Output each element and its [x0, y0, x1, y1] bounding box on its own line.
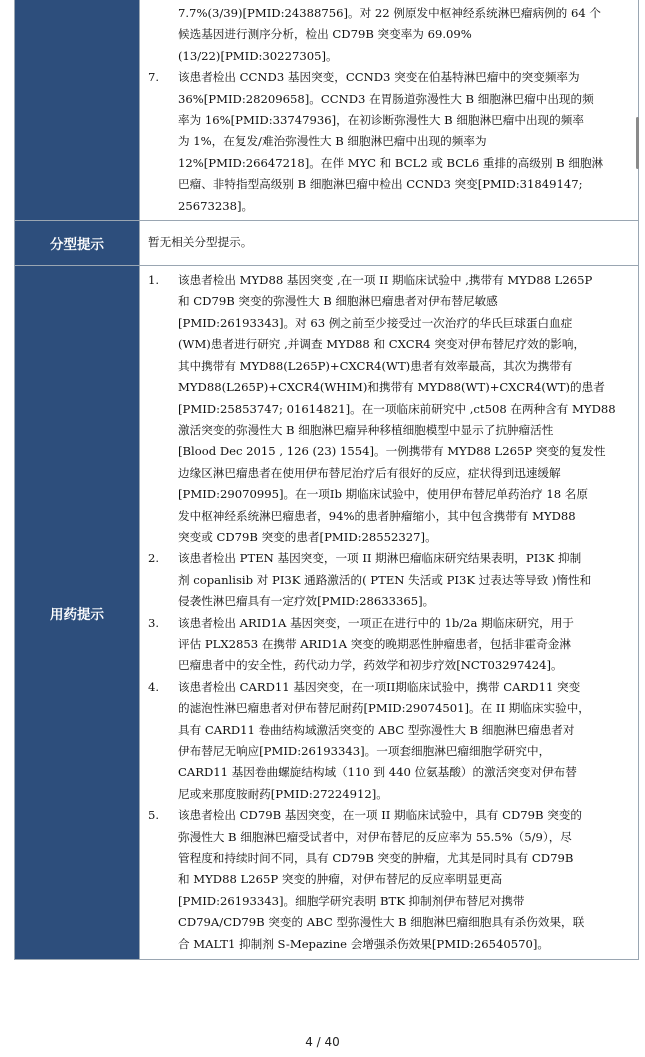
- list-item: [148, 67, 628, 217]
- text-line: 伊布替尼无响应[PMID:26193343]。一项套细胞淋巴瘤细胞学研究中，: [178, 744, 551, 758]
- text-line: 发中枢神经系统淋巴瘤患者，94%的患者肿瘤缩小，其中包含携带有 MYD88: [178, 508, 576, 523]
- list-item: [148, 3, 628, 67]
- text-line: (WM)患者进行研究 ,并调查 MYD88 和 CXCR4 突变对伊布替尼疗效的影响，: [178, 337, 586, 352]
- mutation-interpretation-content: [140, 0, 638, 220]
- report-table: [14, 0, 639, 960]
- text-line: 具有 CARD11 卷曲结构域激活突变的 ABC 型弥漫性大 B 细胞淋巴瘤患者对: [178, 722, 575, 737]
- text-line: 侵袭性淋巴瘤具有一定疗效[PMID:28633365]。: [178, 594, 435, 609]
- text-line: 边缘区淋巴瘤患者在使用伊布替尼治疗后有很好的反应，症状得到迅速缓解: [178, 465, 561, 480]
- item-text: [178, 270, 628, 548]
- text-line: 巴瘤、非特指型高级别 B 细胞淋巴瘤中检出 CCND3 突变[PMID:31849147;: [178, 177, 583, 192]
- item-text: [178, 3, 628, 67]
- item-text: [178, 613, 628, 677]
- item-text: [178, 677, 628, 805]
- mutation-interpretation-row: [15, 0, 638, 221]
- typing-hint-content: [140, 221, 638, 265]
- list-item: [148, 548, 628, 612]
- item-number: [148, 3, 178, 67]
- text-line: [PMID:26193343]。细胞学研究表明 BTK 抑制剂伊布替尼对携带: [178, 893, 525, 908]
- text-line: 该患者检出 PTEN 基因突变，一项 II 期淋巴瘤临床研究结果表明，PI3K 抑制: [178, 551, 582, 566]
- text-line: 的滤泡性淋巴瘤患者对伊布替尼耐药[PMID:29074501]。在 II 期临床实验中，: [178, 701, 590, 716]
- text-line: 该患者检出 CARD11 基因突变，在一项II期临床试验中，携带 CARD11 突变: [178, 679, 581, 694]
- text-line: (13/22)[PMID:30227305]。: [178, 48, 338, 63]
- text-line: 评估 PLX2853 在携带 ARID1A 突变的晚期恶性肿瘤患者，包括非霍奇金淋: [178, 636, 571, 651]
- text-line: 管程度和持续时间不同，具有 CD79B 突变的肿瘤，尤其是同时具有 CD79B: [178, 851, 574, 866]
- item-text: [178, 67, 628, 217]
- text-line: [PMID:26193343]。对 63 例之前至少接受过一次治疗的华氏巨球蛋白血症: [178, 315, 573, 330]
- typing-hint-text: 暂无相关分型提示。: [148, 235, 253, 250]
- text-line: [PMID:29070995]。在一项Ib 期临床试验中，使用伊布替尼单药治疗 18 名原: [178, 487, 588, 502]
- typing-hint-row: [15, 221, 638, 266]
- item-number: 4.: [148, 679, 160, 694]
- text-line: [PMID:25853747; 01614821]。在一项临床前研究中 ,ct508 在两种含有 MYD88: [178, 401, 616, 416]
- list-item: [148, 805, 628, 955]
- list-item: [148, 677, 628, 805]
- text-line: 弥漫性大 B 细胞淋巴瘤受试者中，对伊布替尼的反应率为 55.5%（5/9），尽: [178, 829, 572, 844]
- text-line: [Blood Dec 2015 , 126 (23) 1554]。一例携带有 MYD88 L265P 突变的复发性: [178, 444, 606, 459]
- item-number: 2.: [148, 551, 160, 566]
- text-line: 7.7%(3/39)[PMID:24388756]。对 22 例原发中枢神经系统淋巴瘤病例的 64 个: [178, 6, 601, 20]
- text-line: 该患者检出 ARID1A 基因突变，一项正在进行中的 1b/2a 期临床研究，用于: [178, 615, 574, 630]
- text-line: 25673238]。: [178, 198, 254, 213]
- text-line: 该患者检出 MYD88 基因突变 ,在一项 II 期临床试验中 ,携带有 MYD88 L265P: [178, 273, 593, 288]
- text-line: CD79A/CD79B 突变的 ABC 型弥漫性大 B 细胞淋巴瘤细胞具有杀伤效果，联: [178, 915, 585, 930]
- text-line: CARD11 基因卷曲螺旋结构域（110 到 440 位氨基酸）的激活突变对伊布替: [178, 765, 577, 780]
- text-line: 该患者检出 CCND3 基因突变，CCND3 突变在伯基特淋巴瘤中的突变频率为: [178, 70, 580, 85]
- item-number: 1.: [148, 273, 160, 288]
- item-number: 5.: [148, 808, 160, 823]
- typing-hint-label: 分型提示: [15, 221, 140, 265]
- page-indicator: 4 / 40: [305, 1035, 340, 1049]
- text-line: 剂 copanlisib 对 PI3K 通路激活的( PTEN 失活或 PI3K 过表达等导致 )惰性和: [178, 572, 592, 587]
- row-label-empty: [15, 0, 140, 220]
- text-line: 尼或来那度胺耐药[PMID:27224912]。: [178, 786, 388, 801]
- scrollbar-thumb[interactable]: [636, 117, 639, 169]
- item-number: 7.: [148, 70, 160, 85]
- text-line: 36%[PMID:28209658]。CCND3 在胃肠道弥漫性大 B 细胞淋巴瘤中出现的频: [178, 91, 594, 106]
- text-line: 激活突变的弥漫性大 B 细胞淋巴瘤异种移植细胞模型中显示了抗肿瘤活性: [178, 422, 554, 437]
- text-line: 其中携带有 MYD88(L265P)+CXCR4(WT)患者有效率最高，其次为携带有: [178, 358, 573, 373]
- item-text: [178, 805, 628, 955]
- list-item: [148, 270, 628, 548]
- text-line: 合 MALT1 抑制剂 S-Mepazine 会增强杀伤效果[PMID:26540570]。: [178, 936, 549, 951]
- text-line: 和 CD79B 突变的弥漫性大 B 细胞淋巴瘤患者对伊布替尼敏感: [178, 294, 498, 309]
- text-line: 巴瘤患者中的安全性，药代动力学，药效学和初步疗效[NCT03297424]。: [178, 658, 563, 673]
- text-line: MYD88(L265P)+CXCR4(WHIM)和携带有 MYD88(WT)+CXCR4(WT)的患者: [178, 380, 605, 395]
- text-line: 为 1%，在复发/难治弥漫性大 B 细胞淋巴瘤中出现的频率为: [178, 134, 487, 149]
- text-line: 12%[PMID:26647218]。在伴 MYC 和 BCL2 或 BCL6 重排的高级别 B 细胞淋: [178, 155, 604, 170]
- text-line: 突变或 CD79B 突变的患者[PMID:28552327]。: [178, 529, 437, 544]
- item-text: [178, 548, 628, 612]
- text-line: 该患者检出 CD79B 基因突变，在一项 II 期临床试验中，具有 CD79B 突变的: [178, 808, 582, 823]
- drug-hint-label: 用药提示: [15, 266, 140, 959]
- list-item: [148, 613, 628, 677]
- text-line: 和 MYD88 L265P 突变的肿瘤，对伊布替尼的反应率明显更高: [178, 872, 503, 887]
- item-number: 3.: [148, 615, 160, 630]
- text-line: 候选基因进行测序分析，检出 CD79B 突变率为 69.09%: [178, 27, 472, 42]
- text-line: 率为 16%[PMID:33747936]，在初诊断弥漫性大 B 细胞淋巴瘤中出现的频率: [178, 113, 584, 128]
- drug-hint-row: [15, 266, 638, 960]
- drug-hint-content: [140, 266, 638, 959]
